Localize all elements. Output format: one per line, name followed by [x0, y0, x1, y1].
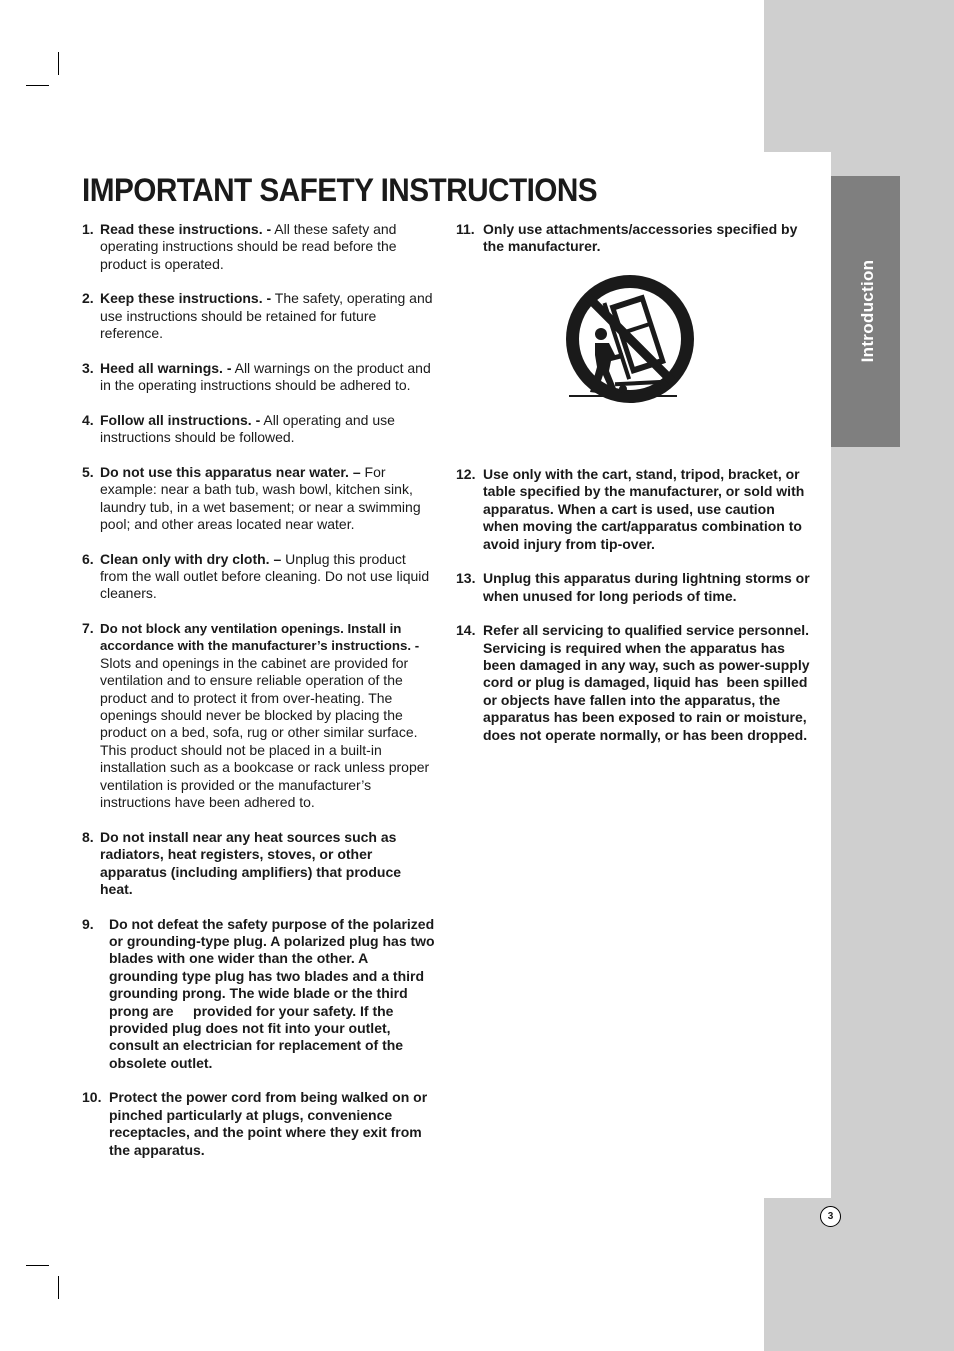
item-text: Do not install near any heat sources such as radiators, heat registers, stoves, or other apparatus (including amplifiers) that produce heat. [100, 828, 402, 897]
item-lead: Do not use this apparatus near water. – [100, 463, 361, 480]
item-text: The safety, operating and use instructions should be retained for future reference. [100, 290, 433, 342]
instructions-right-column [456, 221, 811, 761]
instruction-item-6 [82, 551, 436, 603]
item-number: 3. [82, 359, 94, 376]
instruction-item-4 [82, 412, 436, 447]
item-lead: Heed all warnings. - [100, 359, 232, 376]
margin-band-bottom [764, 1198, 954, 1351]
instruction-item-5 [82, 464, 436, 534]
item-number: 2. [82, 290, 94, 307]
item-lead: Read these instructions. - [100, 221, 272, 237]
item-text: Use only with the cart, stand, tripod, bracket, or table specified by the manufacturer, or sold with apparatus. When a cart is used, use caution when moving the cart/apparatus combination to avoid injury from tip-over. [483, 466, 805, 552]
item-text: Unplug this product from the wall outlet before cleaning. Do not use liquid cleaners. [100, 550, 430, 602]
page-title: IMPORTANT SAFETY INSTRUCTIONS [82, 172, 598, 208]
cart-tip-over-warning-figure [456, 273, 811, 449]
item-number: 8. [82, 828, 94, 845]
cart-tip-over-warning-icon [565, 275, 697, 409]
item-text: Slots and openings in the cabinet are provided for ventilation and to ensure reliable operation of the product and to protect it from over-heating. The openings should never be blocked by placing the product on a bed, sofa, rug or other similar surface. This product should not be placed in a built-in installation such as a bookcase or rack unless proper ventilation is provided or the manufacturer’s instructions have been adhered to. [100, 654, 430, 811]
item-number: 11. [456, 221, 475, 237]
item-text: Only use attachments/accessories specified by the manufacturer. [483, 221, 798, 255]
item-lead: Follow all instructions. - [100, 411, 261, 428]
instruction-item-2 [82, 290, 436, 342]
crop-mark-top-horizontal [26, 85, 49, 86]
instruction-item-1 [82, 221, 436, 273]
instruction-item-13 [456, 570, 811, 605]
item-number: 13. [456, 570, 476, 587]
instruction-item-11 [456, 221, 811, 256]
instruction-item-10 [82, 1089, 436, 1159]
page-number-badge: 3 [820, 1206, 841, 1227]
item-number: 1. [82, 221, 94, 237]
item-number: 10. [82, 1089, 102, 1106]
instruction-item-12 [456, 466, 811, 553]
item-number: 14. [456, 622, 476, 639]
instruction-item-9 [82, 916, 436, 1073]
instruction-item-14 [456, 622, 811, 744]
section-tab-label: Introduction [858, 259, 877, 363]
item-number: 9. [82, 915, 94, 932]
instruction-item-7 [82, 620, 436, 811]
crop-mark-bottom-horizontal [26, 1265, 49, 1266]
item-number: 4. [82, 411, 94, 428]
instruction-item-8 [82, 829, 436, 899]
item-text: All operating and use instructions should be followed. [100, 411, 395, 446]
item-text: All these safety and operating instructions should be read before the product is operated. [100, 221, 397, 272]
item-number: 12. [456, 466, 476, 482]
item-text: Do not defeat the safety purpose of the polarized or grounding-type plug. A polarized plug has two blades with one wider than the other. A grounding type plug has two blades and a third grounding prong. The wide blade or the third prong are provided for your safety. If the provided plug does not fit into your outlet, consult an electrician for replacement of the obsolete outlet. [109, 915, 435, 1071]
item-lead: Clean only with dry cloth. – [100, 550, 282, 567]
crop-mark-top-vertical [58, 52, 59, 75]
margin-band-top [764, 0, 954, 152]
item-lead: Do not block any ventilation openings. Install in accordance with the manufacturer’s instructions. - [100, 621, 420, 654]
item-text: Refer all servicing to qualified service personnel. Servicing is required when the apparatus has been damaged in any way, such as power-supply cord or plug is damaged, liquid has been spilled or objects have fallen into the apparatus, the apparatus has been exposed to rain or moisture, does not operate normally, or has been dropped. [483, 622, 810, 743]
crop-mark-bottom-vertical [58, 1276, 59, 1299]
item-number: 7. [82, 620, 94, 637]
item-text: Protect the power cord from being walked on or pinched particularly at plugs, convenience receptacles, and the point where they exit from the apparatus. [109, 1089, 428, 1158]
item-lead: Keep these instructions. - [100, 290, 272, 307]
instruction-item-3 [82, 360, 436, 395]
item-number: 5. [82, 463, 94, 480]
instructions-left-column [82, 221, 436, 1176]
item-number: 6. [82, 550, 94, 567]
item-text: All warnings on the product and in the operating instructions should be adhered to. [100, 359, 431, 394]
item-text: For example: near a bath tub, wash bowl, kitchen sink, laundry tub, in a wet basement; or near a swimming pool; and other areas located near water. [100, 463, 421, 533]
item-text: Unplug this apparatus during lightning storms or when unused for long periods of time. [483, 570, 810, 604]
